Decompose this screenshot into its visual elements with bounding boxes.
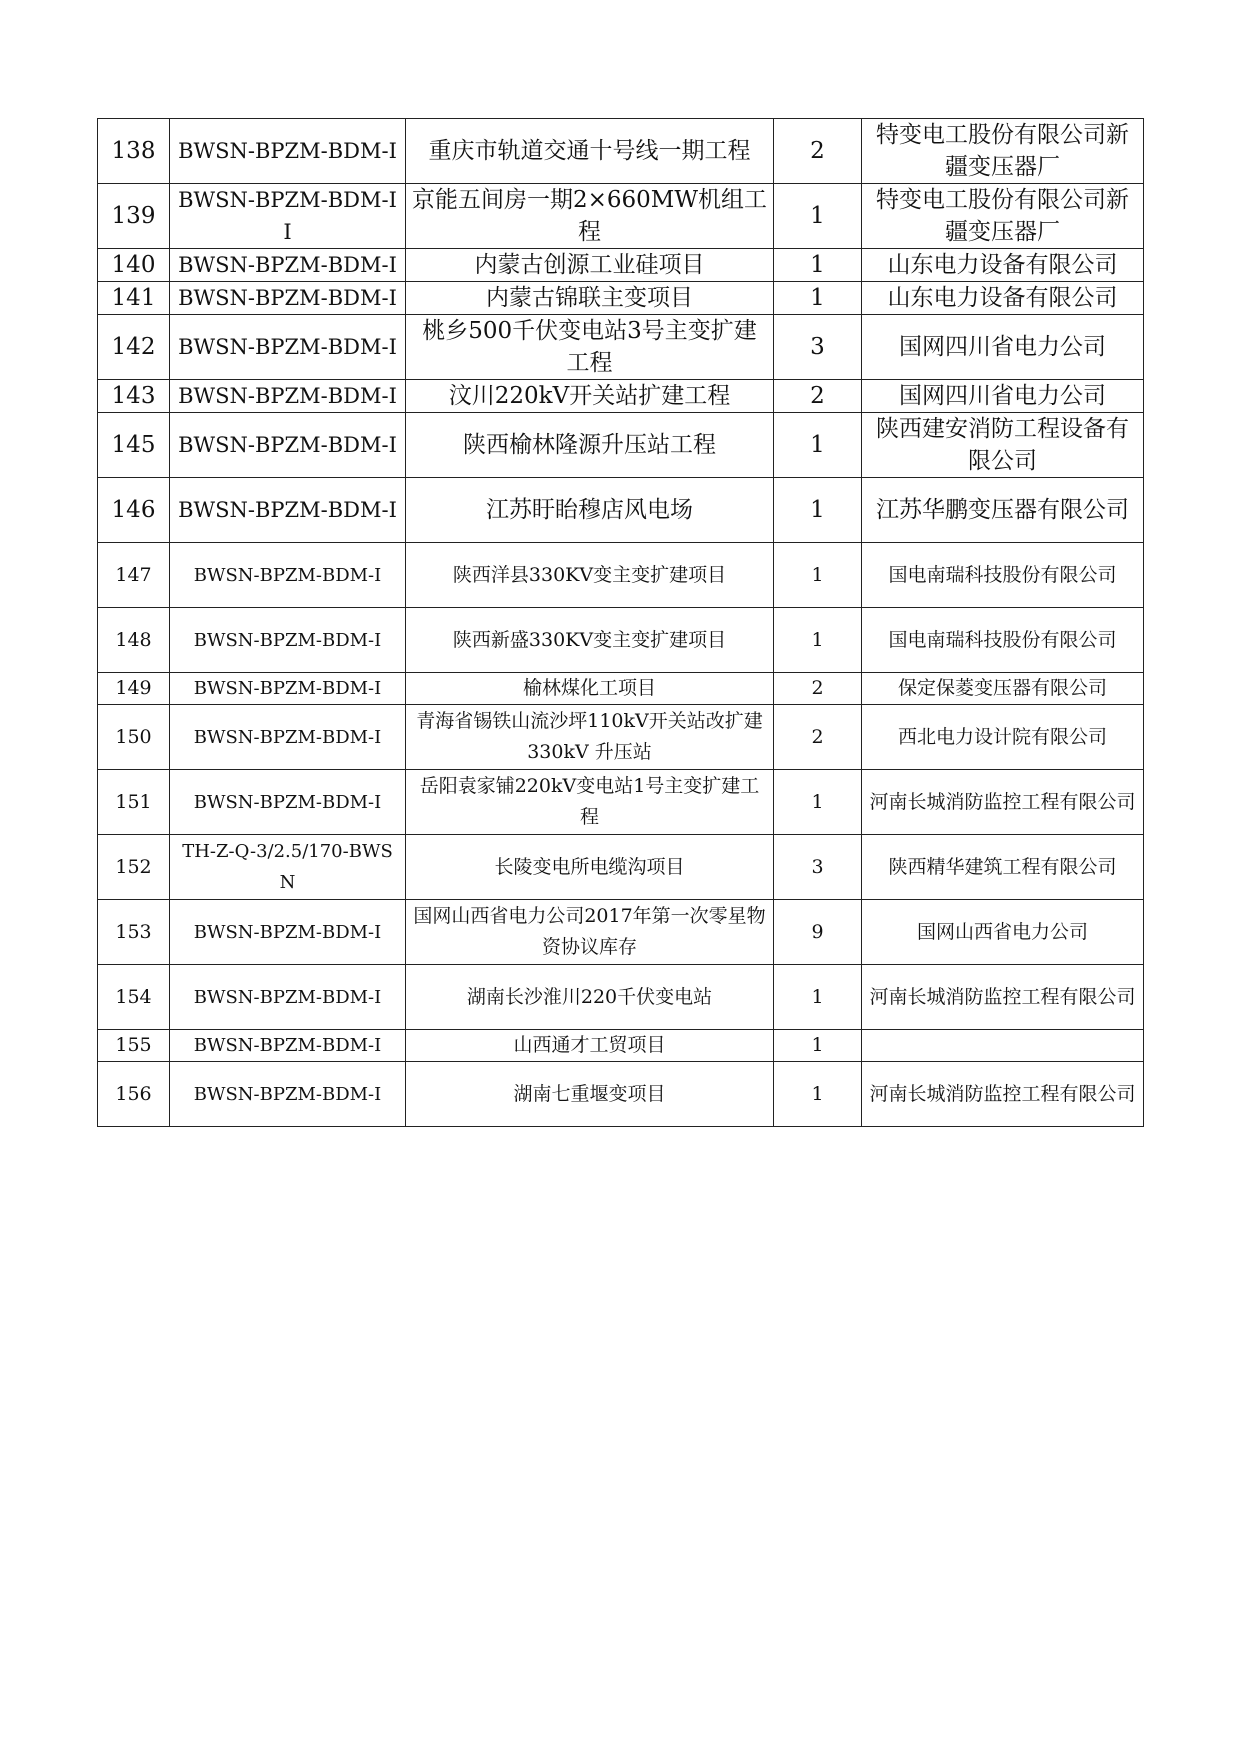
model-cell: BWSN-BPZM-BDM-I (170, 900, 406, 965)
row-number: 145 (98, 413, 170, 478)
client-cell: 特变电工股份有限公司新疆变压器厂 (862, 119, 1144, 184)
quantity-cell: 1 (774, 543, 862, 608)
quantity-cell: 1 (774, 770, 862, 835)
project-cell: 榆林煤化工项目 (406, 673, 774, 705)
model-cell: BWSN-BPZM-BDM-I (170, 1030, 406, 1062)
project-cell: 国网山西省电力公司2017年第一次零星物资协议库存 (406, 900, 774, 965)
table-row (98, 608, 1144, 673)
quantity-cell: 1 (774, 478, 862, 543)
row-number: 154 (98, 965, 170, 1030)
project-cell: 青海省锡铁山流沙坪110kV开关站改扩建330kV 升压站 (406, 705, 774, 770)
model-cell: BWSN-BPZM-BDM-I (170, 249, 406, 282)
row-number: 151 (98, 770, 170, 835)
project-cell: 陕西洋县330KV变主变扩建项目 (406, 543, 774, 608)
row-number: 140 (98, 249, 170, 282)
model-cell: BWSN-BPZM-BDM-I (170, 770, 406, 835)
client-cell: 河南长城消防监控工程有限公司 (862, 965, 1144, 1030)
client-cell: 国网四川省电力公司 (862, 380, 1144, 413)
model-cell: BWSN-BPZM-BDM-I (170, 413, 406, 478)
table-row (98, 543, 1144, 608)
table-row (98, 1062, 1144, 1127)
table-row (98, 1030, 1144, 1062)
table-row (98, 184, 1144, 249)
client-cell: 国网四川省电力公司 (862, 315, 1144, 380)
table-row (98, 119, 1144, 184)
table-row (98, 413, 1144, 478)
row-number: 141 (98, 282, 170, 315)
model-cell: TH-Z-Q-3/2.5/170-BWSN (170, 835, 406, 900)
records-table (97, 118, 1144, 1127)
client-cell: 陕西精华建筑工程有限公司 (862, 835, 1144, 900)
quantity-cell: 2 (774, 705, 862, 770)
table-row (98, 282, 1144, 315)
table-row (98, 770, 1144, 835)
table-row (98, 705, 1144, 770)
row-number: 139 (98, 184, 170, 249)
client-cell: 山东电力设备有限公司 (862, 249, 1144, 282)
project-cell: 内蒙古创源工业硅项目 (406, 249, 774, 282)
row-number: 153 (98, 900, 170, 965)
table-row (98, 835, 1144, 900)
project-cell: 江苏盱眙穆店风电场 (406, 478, 774, 543)
quantity-cell: 2 (774, 119, 862, 184)
client-cell: 河南长城消防监控工程有限公司 (862, 1062, 1144, 1127)
table-row (98, 380, 1144, 413)
quantity-cell: 2 (774, 380, 862, 413)
project-cell: 长陵变电所电缆沟项目 (406, 835, 774, 900)
quantity-cell: 1 (774, 249, 862, 282)
table-row (98, 900, 1144, 965)
project-cell: 湖南七重堰变项目 (406, 1062, 774, 1127)
quantity-cell: 1 (774, 1030, 862, 1062)
row-number: 143 (98, 380, 170, 413)
row-number: 149 (98, 673, 170, 705)
model-cell: BWSN-BPZM-BDM-I (170, 380, 406, 413)
quantity-cell: 1 (774, 1062, 862, 1127)
row-number: 148 (98, 608, 170, 673)
row-number: 155 (98, 1030, 170, 1062)
row-number: 138 (98, 119, 170, 184)
model-cell: BWSN-BPZM-BDM-I (170, 673, 406, 705)
model-cell: BWSN-BPZM-BDM-I (170, 478, 406, 543)
quantity-cell: 1 (774, 184, 862, 249)
row-number: 147 (98, 543, 170, 608)
model-cell: BWSN-BPZM-BDM-I (170, 315, 406, 380)
client-cell: 山东电力设备有限公司 (862, 282, 1144, 315)
project-cell: 桃乡500千伏变电站3号主变扩建工程 (406, 315, 774, 380)
client-cell: 国电南瑞科技股份有限公司 (862, 608, 1144, 673)
client-cell: 江苏华鹏变压器有限公司 (862, 478, 1144, 543)
quantity-cell: 1 (774, 608, 862, 673)
quantity-cell: 3 (774, 315, 862, 380)
project-cell: 湖南长沙淮川220千伏变电站 (406, 965, 774, 1030)
quantity-cell: 9 (774, 900, 862, 965)
model-cell: BWSN-BPZM-BDM-I (170, 1062, 406, 1127)
client-cell: 河南长城消防监控工程有限公司 (862, 770, 1144, 835)
model-cell: BWSN-BPZM-BDM-I (170, 543, 406, 608)
row-number: 146 (98, 478, 170, 543)
client-cell (862, 1030, 1144, 1062)
table-row (98, 315, 1144, 380)
table-row (98, 673, 1144, 705)
row-number: 156 (98, 1062, 170, 1127)
model-cell: BWSN-BPZM-BDM-II (170, 184, 406, 249)
project-cell: 内蒙古锦联主变项目 (406, 282, 774, 315)
client-cell: 保定保菱变压器有限公司 (862, 673, 1144, 705)
row-number: 150 (98, 705, 170, 770)
table-row (98, 249, 1144, 282)
project-cell: 岳阳袁家铺220kV变电站1号主变扩建工程 (406, 770, 774, 835)
project-cell: 陕西榆林隆源升压站工程 (406, 413, 774, 478)
quantity-cell: 1 (774, 282, 862, 315)
quantity-cell: 3 (774, 835, 862, 900)
client-cell: 国网山西省电力公司 (862, 900, 1144, 965)
quantity-cell: 1 (774, 413, 862, 478)
project-cell: 陕西新盛330KV变主变扩建项目 (406, 608, 774, 673)
model-cell: BWSN-BPZM-BDM-I (170, 965, 406, 1030)
client-cell: 特变电工股份有限公司新疆变压器厂 (862, 184, 1144, 249)
project-cell: 重庆市轨道交通十号线一期工程 (406, 119, 774, 184)
table-row (98, 478, 1144, 543)
quantity-cell: 2 (774, 673, 862, 705)
project-cell: 山西通才工贸项目 (406, 1030, 774, 1062)
client-cell: 陕西建安消防工程设备有限公司 (862, 413, 1144, 478)
project-cell: 京能五间房一期2×660MW机组工程 (406, 184, 774, 249)
project-cell: 汶川220kV开关站扩建工程 (406, 380, 774, 413)
model-cell: BWSN-BPZM-BDM-I (170, 705, 406, 770)
quantity-cell: 1 (774, 965, 862, 1030)
model-cell: BWSN-BPZM-BDM-I (170, 119, 406, 184)
table-row (98, 965, 1144, 1030)
row-number: 152 (98, 835, 170, 900)
row-number: 142 (98, 315, 170, 380)
model-cell: BWSN-BPZM-BDM-I (170, 282, 406, 315)
client-cell: 西北电力设计院有限公司 (862, 705, 1144, 770)
client-cell: 国电南瑞科技股份有限公司 (862, 543, 1144, 608)
model-cell: BWSN-BPZM-BDM-I (170, 608, 406, 673)
